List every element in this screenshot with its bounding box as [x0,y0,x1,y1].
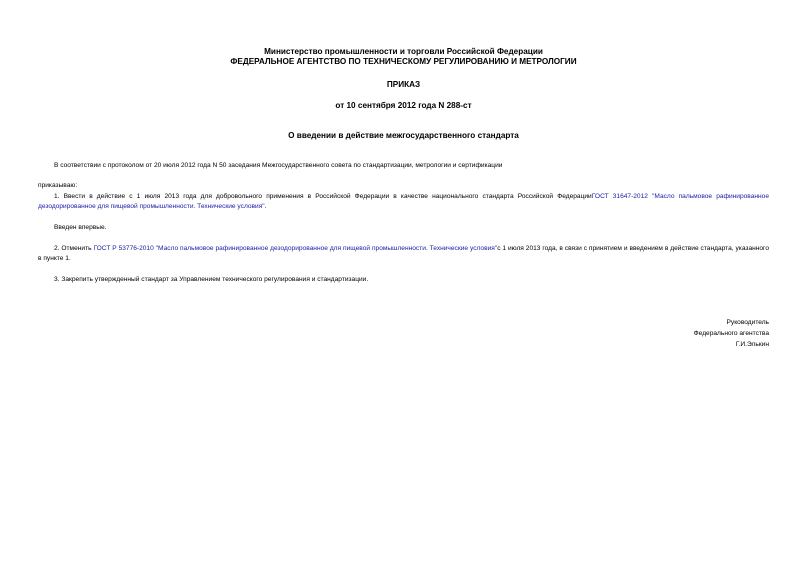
signature-block [694,317,769,350]
item-1-tail: . [264,203,267,210]
basis-paragraph: В соответствии с протоколом от 20 июля 2012 года N 50 заседания Межгосударственного совета по стандартизации, метрологии и сертификации [54,162,503,169]
gost-r-53776-link[interactable]: ГОСТ Р 53776-2010 "Масло пальмовое рафинированное дезодорированное для пищевой промышленности. Технические условия" [93,245,498,252]
signature-position: Руководитель [726,319,769,326]
subject-heading: О введении в действие межгосударственного стандарта [288,131,519,140]
item-2-paragraph [38,244,769,264]
document-type-heading: ПРИКАЗ [386,80,421,89]
document-page [38,0,769,571]
date-number-heading: от 10 сентября 2012 года N 288-ст [335,101,472,110]
ministry-heading: Министерство промышленности и торговли Российской Федерации [264,47,543,56]
gost-31647-link[interactable]: ГОСТ 31647-2012 "Масло пальмовое рафинированное дезодорированное для пищевой промышленности. Технические условия" [38,193,770,210]
item-3-paragraph: 3. Закрепить утвержденный стандарт за Управлением технического регулирования и стандартизации. [54,276,369,283]
first-time-note: Введен впервые. [54,224,107,231]
agency-heading: ФЕДЕРАЛЬНОЕ АГЕНТСТВО ПО ТЕХНИЧЕСКОМУ РЕГУЛИРОВАНИЮ И МЕТРОЛОГИИ [230,57,577,66]
item-2-text: 2. Отменить [54,245,94,252]
signature-name: Г.И.Элькин [735,341,769,348]
order-word: приказываю: [38,182,78,189]
item-1-text: 1. Ввести в действие с 1 июля 2013 года для добровольного применения в Российской Федерации в качестве национального стандарта Российской Федерации [54,193,592,200]
item-2-tail: с 1 июля 2013 года, в связи с принятием и введением в действие стандарта, указанного в пункте 1. [38,245,769,262]
item-1-paragraph [38,192,769,212]
signature-agency: Федерального агентства [693,330,769,337]
